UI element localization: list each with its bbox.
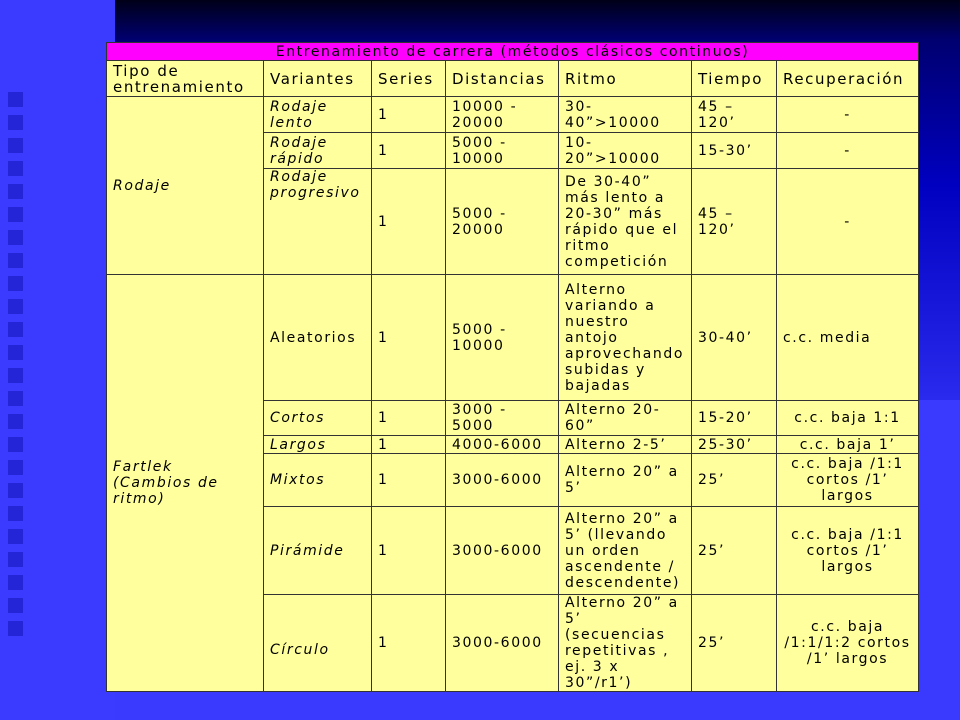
header-tipo: Tipo de entrenamiento bbox=[107, 61, 264, 97]
cell-ritmo: 10-20”>10000 bbox=[559, 133, 692, 169]
cell-tiempo: 25’ bbox=[692, 454, 777, 507]
cell-recuperacion: - bbox=[777, 133, 919, 169]
header-variantes: Variantes bbox=[264, 61, 372, 97]
cell-series: 1 bbox=[372, 401, 446, 436]
header-ritmo: Ritmo bbox=[559, 61, 692, 97]
table-row bbox=[107, 275, 919, 401]
cell-variante: Círculo bbox=[264, 595, 372, 692]
cell-ritmo: Alterno 20” a 5’ bbox=[559, 454, 692, 507]
cell-variante: Rodaje rápido bbox=[264, 133, 372, 169]
cell-ritmo: Alterno 2-5’ bbox=[559, 436, 692, 454]
cell-distancias: 3000-6000 bbox=[446, 507, 559, 595]
cell-recuperacion: c.c. baja /1:1 cortos /1’ largos bbox=[777, 507, 919, 595]
cell-series: 1 bbox=[372, 436, 446, 454]
cell-series: 1 bbox=[372, 595, 446, 692]
cell-tiempo: 25’ bbox=[692, 507, 777, 595]
cell-tiempo: 45 – 120’ bbox=[692, 169, 777, 275]
table-title: Entrenamiento de carrera (métodos clásicos continuos) bbox=[107, 43, 919, 61]
background-top bbox=[0, 0, 960, 40]
cell-distancias: 5000 - 10000 bbox=[446, 133, 559, 169]
header-distancias: Distancias bbox=[446, 61, 559, 97]
background-left-strip bbox=[0, 0, 115, 720]
cell-recuperacion: - bbox=[777, 169, 919, 275]
cell-distancias: 5000 - 20000 bbox=[446, 169, 559, 275]
cell-series: 1 bbox=[372, 97, 446, 133]
training-table bbox=[106, 42, 919, 692]
cell-variante: Pirámide bbox=[264, 507, 372, 595]
cell-tiempo: 25’ bbox=[692, 595, 777, 692]
header-recuperacion: Recuperación bbox=[777, 61, 919, 97]
cell-variante: Rodaje lento bbox=[264, 97, 372, 133]
cell-recuperacion: c.c. media bbox=[777, 275, 919, 401]
cell-recuperacion: c.c. baja /1:1/1:2 cortos /1’ largos bbox=[777, 595, 919, 692]
cell-series: 1 bbox=[372, 133, 446, 169]
cell-tiempo: 15-30’ bbox=[692, 133, 777, 169]
cell-ritmo: De 30-40” más lento a 20-30” más rápido que el ritmo competición bbox=[559, 169, 692, 275]
cell-distancias: 3000-6000 bbox=[446, 454, 559, 507]
cell-variante: Largos bbox=[264, 436, 372, 454]
cell-distancias: 4000-6000 bbox=[446, 436, 559, 454]
cell-ritmo: Alterno variando a nuestro antojo aprovechando subidas y bajadas bbox=[559, 275, 692, 401]
cell-variante: Rodaje progresivo bbox=[264, 169, 372, 275]
cell-tiempo: 15-20’ bbox=[692, 401, 777, 436]
cell-recuperacion: - bbox=[777, 97, 919, 133]
cell-distancias: 10000 - 20000 bbox=[446, 97, 559, 133]
table-row bbox=[107, 97, 919, 133]
cell-variante: Aleatorios bbox=[264, 275, 372, 401]
cell-ritmo: Alterno 20” a 5’ (llevando un orden ascendente / descendente) bbox=[559, 507, 692, 595]
cell-ritmo: Alterno 20-60” bbox=[559, 401, 692, 436]
cell-distancias: 3000 - 5000 bbox=[446, 401, 559, 436]
cell-variante: Mixtos bbox=[264, 454, 372, 507]
header-series: Series bbox=[372, 61, 446, 97]
cell-tiempo: 25-30’ bbox=[692, 436, 777, 454]
cell-recuperacion: c.c. baja /1:1 cortos /1’ largos bbox=[777, 454, 919, 507]
cell-series: 1 bbox=[372, 169, 446, 275]
cell-tiempo: 30-40’ bbox=[692, 275, 777, 401]
cell-variante: Cortos bbox=[264, 401, 372, 436]
cell-tiempo: 45 – 120’ bbox=[692, 97, 777, 133]
cell-ritmo: Alterno 20” a 5’ (secuencias repetitivas , ej. 3 x 30”/r1’) bbox=[559, 595, 692, 692]
cell-distancias: 5000 - 10000 bbox=[446, 275, 559, 401]
group-label-fartlek: Fartlek (Cambios de ritmo) bbox=[107, 275, 264, 692]
cell-recuperacion: c.c. baja 1:1 bbox=[777, 401, 919, 436]
cell-series: 1 bbox=[372, 507, 446, 595]
header-tiempo: Tiempo bbox=[692, 61, 777, 97]
cell-ritmo: 30-40”>10000 bbox=[559, 97, 692, 133]
cell-series: 1 bbox=[372, 275, 446, 401]
cell-series: 1 bbox=[372, 454, 446, 507]
cell-distancias: 3000-6000 bbox=[446, 595, 559, 692]
cell-recuperacion: c.c. baja 1’ bbox=[777, 436, 919, 454]
group-label-rodaje: Rodaje bbox=[107, 97, 264, 275]
